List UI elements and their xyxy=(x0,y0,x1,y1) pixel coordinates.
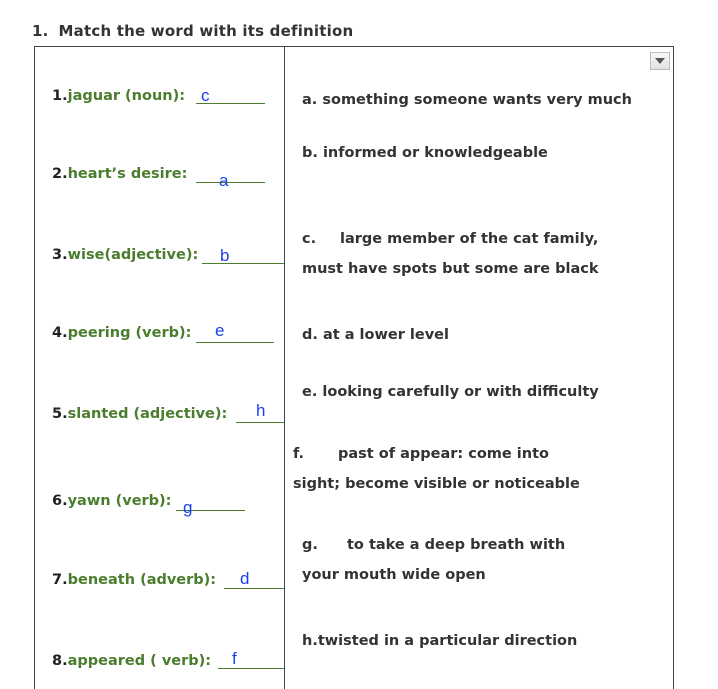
word-item xyxy=(52,653,211,669)
definition-text: at a lower level xyxy=(322,327,449,343)
word-term: peering (verb): xyxy=(67,325,192,341)
answer-blank[interactable] xyxy=(196,321,274,343)
definition-letter: f. xyxy=(293,446,305,462)
word-term: jaguar (noun): xyxy=(67,88,186,104)
definition-letter: a. xyxy=(302,92,318,108)
definition-text: looking carefully or with difficulty xyxy=(322,384,599,400)
definition-text: twisted in a particular direction xyxy=(317,633,578,649)
word-number: 2. xyxy=(52,166,68,182)
word-term: slanted (adjective): xyxy=(67,406,228,422)
word-item xyxy=(52,572,216,588)
word-number: 3. xyxy=(52,247,68,263)
definition-letter: g. xyxy=(302,537,318,553)
column-divider xyxy=(284,46,285,689)
word-item xyxy=(52,166,187,182)
definition-text: informed or knowledgeable xyxy=(322,145,548,161)
definition-text-line2: sight; become visible or noticeable xyxy=(293,476,580,492)
answer-blank[interactable] xyxy=(202,245,284,264)
answer-letter: g xyxy=(183,498,193,517)
chevron-down-icon xyxy=(655,58,665,64)
definition-g xyxy=(302,530,565,590)
answer-letter: d xyxy=(240,569,250,588)
definition-e xyxy=(302,377,599,407)
word-term: heart’s desire: xyxy=(67,166,188,182)
definition-f xyxy=(293,439,580,499)
definition-text: past of appear: come into xyxy=(338,446,549,462)
definition-h xyxy=(302,626,577,656)
word-term: beneath (adverb): xyxy=(67,572,217,588)
word-term: wise(adjective): xyxy=(67,247,199,263)
answer-letter: h xyxy=(256,401,266,420)
definition-c xyxy=(302,224,599,284)
answer-letter: c xyxy=(201,86,210,105)
definition-letter: h. xyxy=(302,633,318,649)
answer-letter: a xyxy=(219,171,229,190)
word-item xyxy=(52,406,227,422)
exercise-instruction: Match the word with its definition xyxy=(58,22,354,40)
exercise-number: 1. xyxy=(32,22,49,40)
exercise-heading xyxy=(32,22,353,40)
word-term: yawn (verb): xyxy=(67,493,172,509)
answer-letter: e xyxy=(215,321,225,340)
definition-text: large member of the cat family, xyxy=(340,231,599,247)
word-item xyxy=(52,88,185,104)
definition-letter: d. xyxy=(302,327,318,343)
word-number: 5. xyxy=(52,406,68,422)
word-item xyxy=(52,493,171,509)
answer-blank[interactable] xyxy=(224,570,284,589)
definition-b xyxy=(302,138,548,168)
definition-a xyxy=(302,85,632,115)
definition-text: something someone wants very much xyxy=(322,92,632,108)
answer-blank[interactable] xyxy=(196,164,265,183)
word-item xyxy=(52,325,191,341)
answer-blank[interactable] xyxy=(218,650,284,669)
definition-text-line2: must have spots but some are black xyxy=(302,261,599,277)
word-number: 6. xyxy=(52,493,68,509)
definition-d xyxy=(302,320,449,350)
word-term: appeared ( verb): xyxy=(67,653,212,669)
definition-text-line2: your mouth wide open xyxy=(302,567,486,583)
answer-letter: b xyxy=(220,246,230,265)
definition-letter: b. xyxy=(302,145,318,161)
word-number: 8. xyxy=(52,653,68,669)
word-number: 7. xyxy=(52,572,68,588)
word-number: 4. xyxy=(52,325,68,341)
word-item xyxy=(52,247,198,263)
word-number: 1. xyxy=(52,88,68,104)
definition-letter: e. xyxy=(302,384,318,400)
definition-letter: c. xyxy=(302,231,317,247)
dropdown-arrow-button[interactable] xyxy=(650,52,670,70)
answer-letter: f xyxy=(232,649,237,668)
definition-text: to take a deep breath with xyxy=(347,537,566,553)
